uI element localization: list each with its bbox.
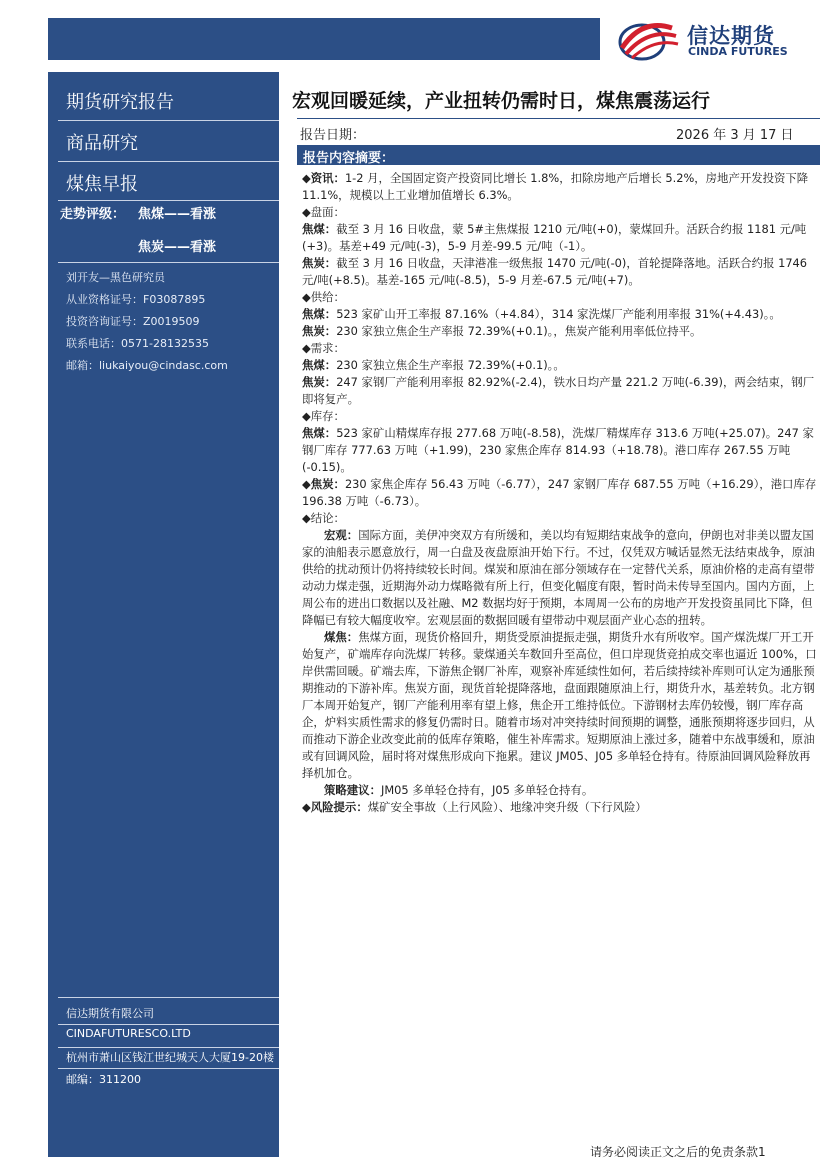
market-coal-paragraph	[302, 221, 818, 255]
logo-text-en: CINDA FUTURES	[688, 45, 788, 58]
sidebar-divider	[58, 1024, 279, 1025]
demand-coke-paragraph	[302, 374, 818, 408]
inventory-coal-paragraph	[302, 425, 818, 476]
coal-coke-label: 煤焦：	[324, 630, 359, 644]
title-divider	[297, 118, 820, 119]
rating-coking-coal: 焦煤——看涨	[138, 207, 217, 222]
inventory-coal-label: 焦煤：	[302, 426, 337, 440]
analyst-name: 刘开友—黑色研究员	[66, 271, 165, 284]
rating-coke: 焦炭——看涨	[138, 240, 217, 255]
market-heading: ◆盘面：	[302, 205, 345, 219]
inventory-coke-text: 230 家焦企库存 56.43 万吨（-6.77），247 家钢厂库存 687.55 万吨（+16.29），港口库存 196.38 万吨（-6.73）。	[302, 477, 817, 508]
report-title: 宏观回暖延续，产业扭转仍需时日，煤焦震荡运行	[292, 90, 711, 112]
risk-text: 煤矿安全事故（上行风险）、地缘冲突升级（下行风险）	[367, 800, 647, 814]
contact-email: 邮箱：liukaiyou@cindasc.com	[66, 359, 228, 372]
sidebar-divider	[58, 1047, 279, 1048]
demand-coke-label: 焦炭：	[302, 375, 337, 389]
coal-coke-text: 焦煤方面，现货价格回升，期货受原油提振走强，期货升水有所收窄。国产煤洗煤厂开工开始复产，矿端库存向洗煤厂转移。蒙煤通关车数回升至高位，但口岸现货竞拍成交率也逼近 100%，口岸供需回暖。矿端去库，下游焦企钢厂补库，观察补库延续性如何，若后续持续补库则可认定为通胀预期推动的下游补库。焦炭方面，现货首轮提降落地，盘面跟随原油上行，期货升水，基差转负。北方钢厂本周开始复产，钢厂产能利用率有望上修，焦企开工维持低位。下游钢材去库仍较慢，钢厂库存高企，炉料实质性需求的修复仍需时日。随着市场对冲突持续时间预期的调整，通胀预期将逐步回归，从而推动下游企业改变此前的低库存策略，催生补库需求。短期原油上涨过多，随着中东战事缓和，原油或有回调风险，届时将对煤焦形成向下拖累。建议 JM05、J05 多单轻仓持有。待原油回调风险释放再择机加仓。	[302, 630, 817, 780]
supply-coal-paragraph	[302, 306, 818, 323]
logo-emblem-icon	[612, 18, 682, 62]
info-text: 1-2 月，全国固定资产投资同比增长 1.8%，扣除房地产后增长 5.2%，房地产开发投资下降 11.1%，规模以上工业增加值增长 6.3%。	[302, 171, 809, 202]
top-banner	[48, 18, 600, 60]
supply-coal-label: 焦煤：	[302, 307, 337, 321]
sidebar-item-coal-coke-daily: 煤焦早报	[66, 174, 138, 195]
coal-coke-paragraph	[302, 629, 818, 782]
sidebar-divider	[58, 997, 279, 998]
strategy-label: 策略建议：	[324, 783, 381, 797]
supply-coke-paragraph	[302, 323, 818, 340]
conclusion-heading: ◆结论：	[302, 511, 345, 525]
inventory-coal-text: 523 家矿山精煤库存报 277.68 万吨(-8.58)，洗煤厂精煤库存 313.6 万吨(+25.07)。247 家钢厂库存 777.63 万吨（+1.99)，230 家焦企库存 814.93（+18.78)。港口库存 267.55 万吨(-0.15)。	[302, 426, 814, 474]
rating-label: 走势评级：	[60, 207, 126, 222]
macro-label: 宏观：	[324, 528, 359, 542]
demand-coal-text: 230 家独立焦企生产率报 72.39%(+0.1)。。	[336, 358, 565, 372]
abstract-title: 报告内容摘要：	[303, 151, 395, 166]
sidebar-item-commodity-research: 商品研究	[66, 133, 138, 154]
sidebar-divider	[58, 161, 279, 162]
market-coke-paragraph	[302, 255, 818, 289]
qualification-number: 从业资格证号：F03087895	[66, 293, 206, 306]
supply-coke-text: 230 家独立焦企生产率报 72.39%(+0.1)。，焦炭产能利用率低位持平。	[336, 324, 702, 338]
supply-heading: ◆供给：	[302, 290, 345, 304]
sidebar-divider	[58, 262, 279, 263]
sidebar	[48, 72, 279, 1157]
contact-phone: 联系电话：0571-28132535	[66, 337, 209, 350]
company-address: 杭州市萧山区钱江世纪城天人大厦19-20楼	[66, 1051, 274, 1064]
strategy-paragraph	[302, 782, 818, 799]
info-label: ◆资讯：	[302, 171, 345, 185]
sidebar-item-futures-report: 期货研究报告	[66, 92, 174, 113]
demand-coke-text: 247 家钢厂产能利用率报 82.92%(-2.4)，铁水日均产量 221.2 万吨(-6.39)，两会结束，钢厂即将复产。	[302, 375, 815, 406]
market-coke-label: 焦炭：	[302, 256, 337, 270]
report-date: 2026 年 3 月 17 日	[676, 128, 794, 143]
consulting-number: 投资咨询证号：Z0019509	[66, 315, 200, 328]
demand-coal-paragraph	[302, 357, 818, 374]
logo-text-cn: 信达期货	[687, 24, 775, 48]
inventory-heading: ◆库存：	[302, 409, 345, 423]
report-date-label: 报告日期：	[300, 128, 366, 143]
market-coal-label: 焦煤：	[302, 222, 337, 236]
risk-paragraph	[302, 799, 818, 816]
macro-paragraph	[302, 527, 818, 629]
market-coke-text: 截至 3 月 16 日收盘，天津港准一级焦报 1470 元/吨(-0)，首轮提降落地。活跃合约报 1746 元/吨(+8.5)。基差-165 元/吨(-8.5)，5-9 月差-67.5 元/吨(+7)。	[302, 256, 808, 287]
supply-coal-text: 523 家矿山开工率报 87.16%（+4.84），314 家洗煤厂产能利用率报 31%(+4.43)。。	[336, 307, 781, 321]
disclaimer-note: 请务必阅读正文之后的免责条款1	[590, 1145, 766, 1159]
abstract-header	[297, 145, 820, 165]
sidebar-divider	[58, 120, 279, 121]
supply-coke-label: 焦炭：	[302, 324, 337, 338]
company-name-en: CINDAFUTURESCO.LTD	[66, 1027, 191, 1040]
sidebar-divider	[58, 1068, 279, 1069]
demand-heading: ◆需求：	[302, 341, 345, 355]
report-body	[302, 170, 818, 816]
demand-coal-label: 焦煤：	[302, 358, 337, 372]
cinda-logo	[612, 18, 812, 62]
inventory-coke-label: ◆焦炭：	[302, 477, 345, 491]
postal-code: 邮编：311200	[66, 1073, 141, 1086]
company-name: 信达期货有限公司	[66, 1007, 154, 1020]
market-coal-text: 截至 3 月 16 日收盘，蒙 5#主焦煤报 1210 元/吨(+0)，蒙煤回升。活跃合约报 1181 元/吨(+3)。基差+49 元/吨(-3)，5-9 月差-99.5 元/吨（-1）。	[302, 222, 807, 253]
sidebar-divider	[58, 200, 279, 201]
macro-text: 国际方面，美伊冲突双方有所缓和，美以均有短期结束战争的意向，伊朗也对非美以盟友国家的油船表示愿意放行，周一白盘及夜盘原油开始下行。不过，仅凭双方喊话显然无法结束战争，原油供给的扰动预计仍将持续较长时间。煤炭和原油在部分领域存在一定替代关系，原油价格的走高有望带动动力煤走强，近期海外动力煤略微有所上行，但变化幅度有限，暂时尚未传导至国内。国内方面，上周公布的进出口数据以及社融、M2 数据均好于预期，本周周一公布的房地产开发投资虽同比下降，但降幅已有较大幅度收窄。宏观层面的数据回暖有望带动中观层面产业心态的扭转。	[302, 528, 815, 627]
info-paragraph	[302, 170, 818, 204]
risk-label: ◆风险提示：	[302, 800, 368, 814]
inventory-coke-paragraph	[302, 476, 818, 510]
strategy-text: JM05 多单轻仓持有，J05 多单轻仓持有。	[380, 783, 594, 797]
